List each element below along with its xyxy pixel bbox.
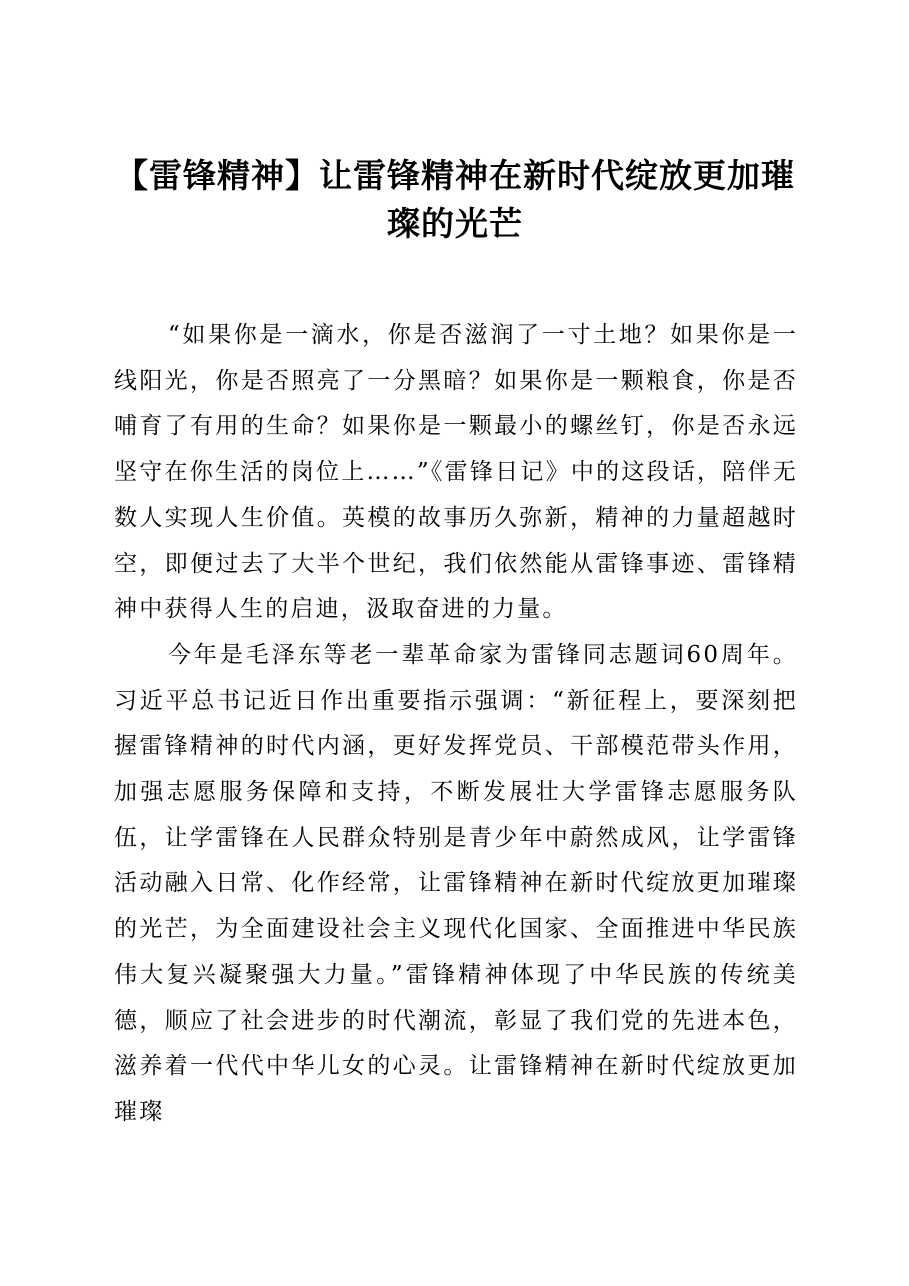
- paragraph-1: “如果你是一滴水，你是否滋润了一寸土地？如果你是一线阳光，你是否照亮了一分黑暗？如果你是一颗粮食，你是否哺育了有用的生命？如果你是一颗最小的螺丝钉，你是否永远坚守在你生活的岗位上……”《雷锋日记》中的这段话，陪伴无数人实现人生价值。英模的故事历久弥新，精神的力量超越时空，即便过去了大半个世纪，我们依然能从雷锋事迹、雷锋精神中获得人生的启迪，汲取奋进的力量。: [114, 322, 798, 623]
- document-title: 【雷锋精神】让雷锋精神在新时代绽放更加璀璨的光芒: [115, 156, 795, 243]
- paragraph-2: 今年是毛泽东等老一辈革命家为雷锋同志题词60周年。习近平总书记近日作出重要指示强调：“新征程上，要深刻把握雷锋精神的时代内涵，更好发挥党员、干部模范带头作用，加强志愿服务保障和支持，不断发展壮大学雷锋志愿服务队伍，让学雷锋在人民群众特别是青少年中蔚然成风，让学雷锋活动融入日常、化作经常，让雷锋精神在新时代绽放更加璀璨的光芒，为全面建设社会主义现代化国家、全面推进中华民族伟大复兴凝聚强大力量。”雷锋精神体现了中华民族的传统美德，顺应了社会进步的时代潮流，彰显了我们党的先进本色，滋养着一代代中华儿女的心灵。让雷锋精神在新时代绽放更加璀璨: [114, 641, 798, 1125]
- document-body: [114, 313, 798, 1136]
